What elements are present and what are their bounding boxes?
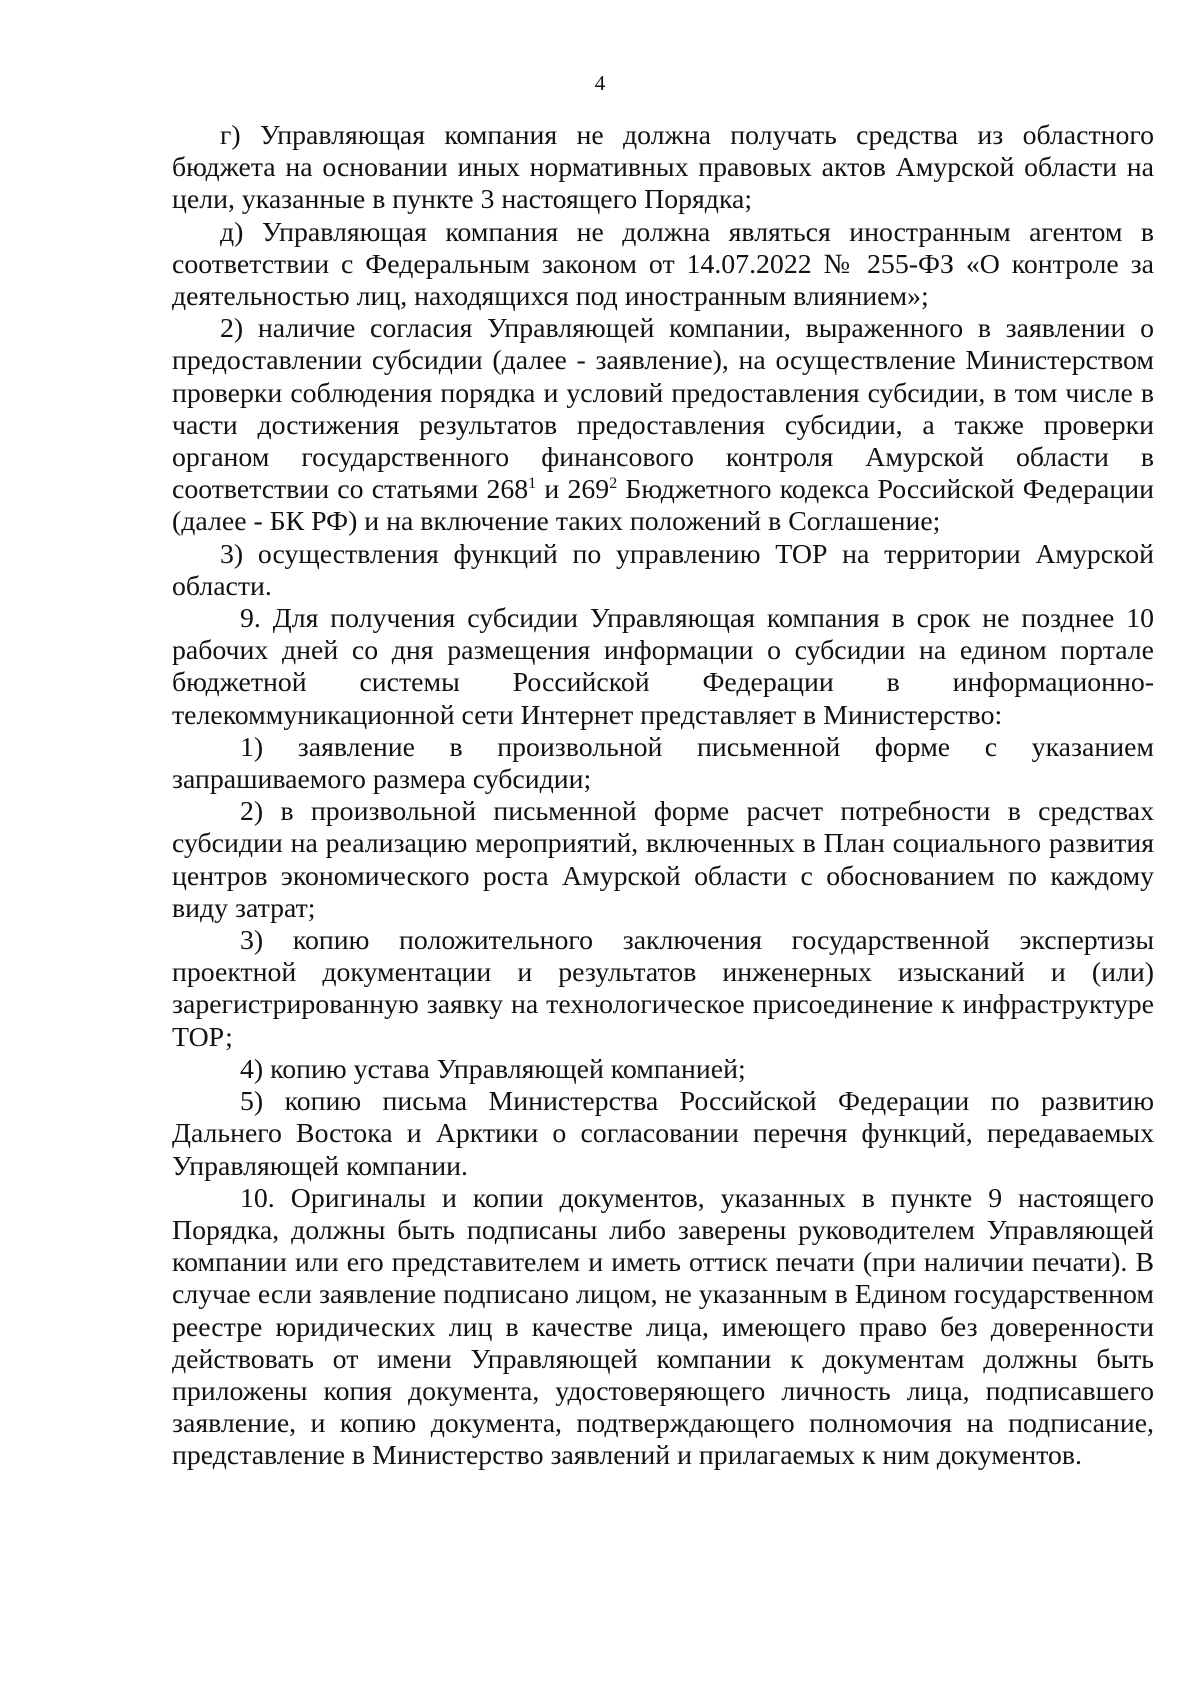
- paragraph-point-9-item-3: 3) копию положительного заключения государственной экспертизы проектной документации и результатов инженерных изысканий и (или) зарегистрированную заявку на технологическое присоединение к инфраструктуре ТОР;: [172, 925, 1154, 1053]
- paragraph-item-2-text-1: 2) наличие согласия Управляющей компании, выраженного в заявлении о предоставлении субсидии (далее - заявление), на осуществление Министерством проверки соблюдения порядка и условий предоставления субсидии, в том числе в части достижения результатов предоставления субсидии, а также проверки органом государственного финансового контроля Амурской области в соответствии со статьями 268: [172, 313, 1154, 506]
- paragraph-point-9: 9. Для получения субсидии Управляющая компания в срок не позднее 10 рабочих дней со дня размещения информации о субсидии на едином портале бюджетной системы Российской Федерации в информационно-телекоммуникационной сети Интернет представляет в Министерство:: [172, 603, 1154, 731]
- paragraph-subitem-g: г) Управляющая компания не должна получать средства из областного бюджета на основании иных нормативных правовых актов Амурской области на цели, указанные в пункте 3 настоящего Порядка;: [172, 120, 1154, 216]
- paragraph-point-9-item-2: 2) в произвольной письменной форме расчет потребности в средствах субсидии на реализацию мероприятий, включенных в План социального развития центров экономического роста Амурской области с обоснованием по каждому виду затрат;: [172, 796, 1154, 924]
- paragraph-point-9-item-1: 1) заявление в произвольной письменной форме с указанием запрашиваемого размера субсидии;: [172, 731, 1154, 796]
- paragraph-subitem-d: д) Управляющая компания не должна являться иностранным агентом в соответствии с Федеральным законом от 14.07.2022 № 255-ФЗ «О контроле за деятельностью лиц, находящихся под иностранным влиянием»;: [172, 216, 1154, 313]
- paragraph-point-9-item-5: 5) копию письма Министерства Российской Федерации по развитию Дальнего Востока и Арктики о согласовании перечня функций, передаваемых Управляющей компании.: [172, 1086, 1154, 1182]
- paragraph-point-9-item-4: 4) копию устава Управляющей компанией;: [240, 1053, 746, 1085]
- paragraph-item-2-text-2: и 269: [536, 474, 610, 506]
- superscript-1: 1: [528, 475, 537, 493]
- page-number: 4: [594, 71, 606, 95]
- superscript-2: 2: [609, 475, 618, 493]
- document-body: [172, 120, 1154, 1473]
- paragraph-item-2: [172, 313, 1154, 538]
- paragraph-point-10: 10. Оригиналы и копии документов, указанных в пункте 9 настоящего Порядка, должны быть подписаны либо заверены руководителем Управляющей компании или его представителем и иметь оттиск печати (при наличии печати). В случае если заявление подписано лицом, не указанным в Едином государственном реестре юридических лиц в качестве лица, имеющего право без доверенности действовать от имени Управляющей компании к документам должны быть приложены копия документа, удостоверяющего личность лица, подписавшего заявление, и копию документа, подтверждающего полномочия на подписание, представление в Министерство заявлений и прилагаемых к ним документов.: [172, 1182, 1154, 1472]
- paragraph-item-3: 3) осуществления функций по управлению ТОР на территории Амурской области.: [172, 538, 1154, 602]
- paragraph-item-2-text-3: Бюджетного кодекса Российской Федерации (далее - БК РФ) и на включение таких положений в Соглашение;: [172, 474, 1154, 538]
